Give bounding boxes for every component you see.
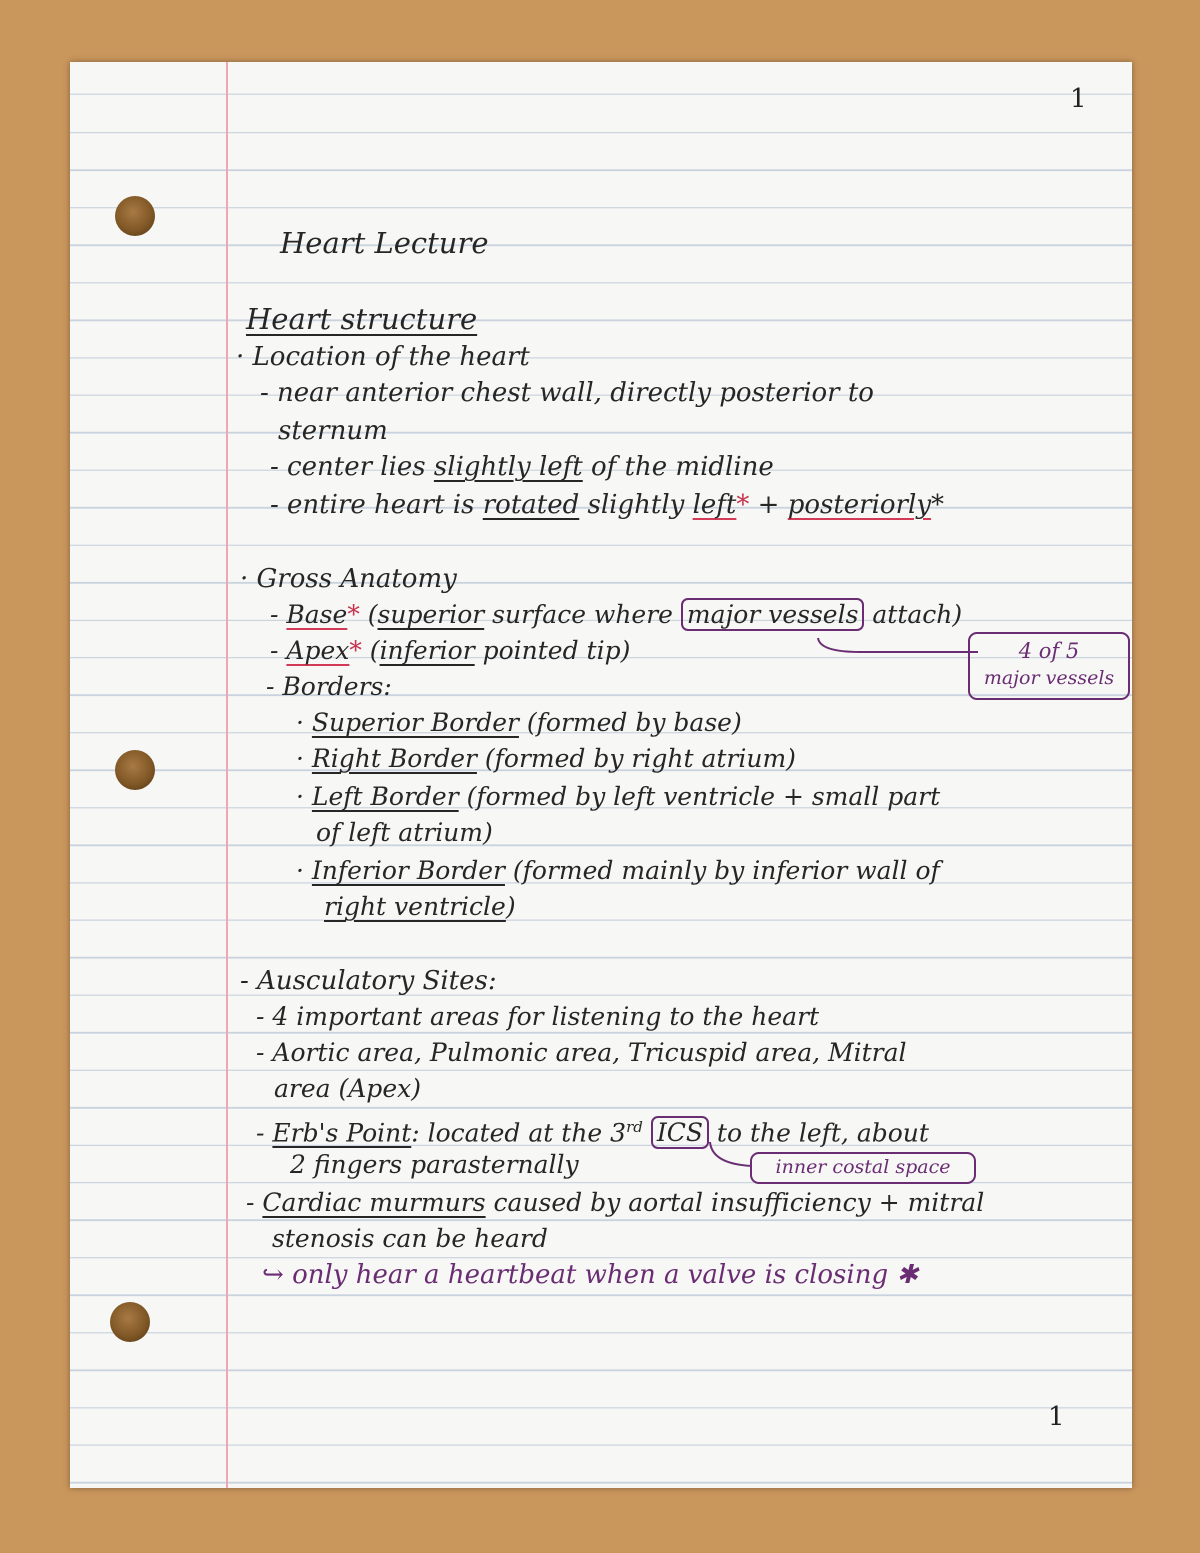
page-number-top: 1 xyxy=(1070,84,1087,114)
ics-connector xyxy=(710,1142,752,1166)
ausc-line2b: area (Apex) xyxy=(274,1074,421,1103)
major-vessels-connector xyxy=(818,638,978,652)
star-icon: ✱ xyxy=(896,1260,919,1290)
inner-costal-space-callout: inner costal space xyxy=(750,1152,976,1184)
location-bullet: · Location of the heart xyxy=(236,342,530,372)
notebook-page xyxy=(70,62,1132,1488)
major-vessels-callout: 4 of 5 major vessels xyxy=(968,632,1130,700)
erbs-point-line: - Erb's Point: located at the 3rd ICS to the left, about xyxy=(256,1118,929,1148)
location-line2: - center lies slightly left of the midline xyxy=(270,452,774,482)
ics-box: ICS xyxy=(651,1116,709,1149)
arrow-icon: ↪ xyxy=(262,1260,284,1290)
murmur-line2: stenosis can be heard xyxy=(272,1224,548,1253)
gross-anatomy-bullet: · Gross Anatomy xyxy=(240,564,457,594)
erbs-point-line2: 2 fingers parasternally xyxy=(290,1150,579,1179)
heartbeat-note: ↪ only hear a heartbeat when a valve is closing ✱ xyxy=(262,1260,919,1290)
left-border-line2: of left atrium) xyxy=(316,818,493,847)
ausc-line1: - 4 important areas for listening to the heart xyxy=(256,1002,820,1031)
inferior-border-line2: right ventricle) xyxy=(324,892,516,921)
ausculatory-bullet: - Ausculatory Sites: xyxy=(240,966,497,996)
left-border-line: · Left Border (formed by left ventricle + small part xyxy=(296,782,941,811)
location-line3: - entire heart is rotated slightly left* + posteriorly* xyxy=(270,490,945,520)
base-line: - Base* (superior surface where major vessels attach) xyxy=(270,600,963,629)
right-border-line: · Right Border (formed by right atrium) xyxy=(296,744,796,773)
murmur-line: - Cardiac murmurs caused by aortal insufficiency + mitral xyxy=(246,1188,985,1217)
superior-border-line: · Superior Border (formed by base) xyxy=(296,708,742,737)
location-line1b: sternum xyxy=(278,416,388,446)
inferior-border-line: · Inferior Border (formed mainly by inferior wall of xyxy=(296,856,940,885)
ausc-line2: - Aortic area, Pulmonic area, Tricuspid area, Mitral xyxy=(256,1038,907,1067)
borders-label: - Borders: xyxy=(266,672,392,701)
section-heading-text: Heart structure xyxy=(246,302,478,336)
page-number-bottom: 1 xyxy=(1048,1402,1065,1432)
annotation-connectors xyxy=(70,62,1132,1488)
apex-line: - Apex* (inferior pointed tip) xyxy=(270,636,631,665)
page-title: Heart Lecture xyxy=(280,226,489,260)
location-line1: - near anterior chest wall, directly posterior to xyxy=(260,378,874,408)
major-vessels-box: major vessels xyxy=(681,598,865,631)
